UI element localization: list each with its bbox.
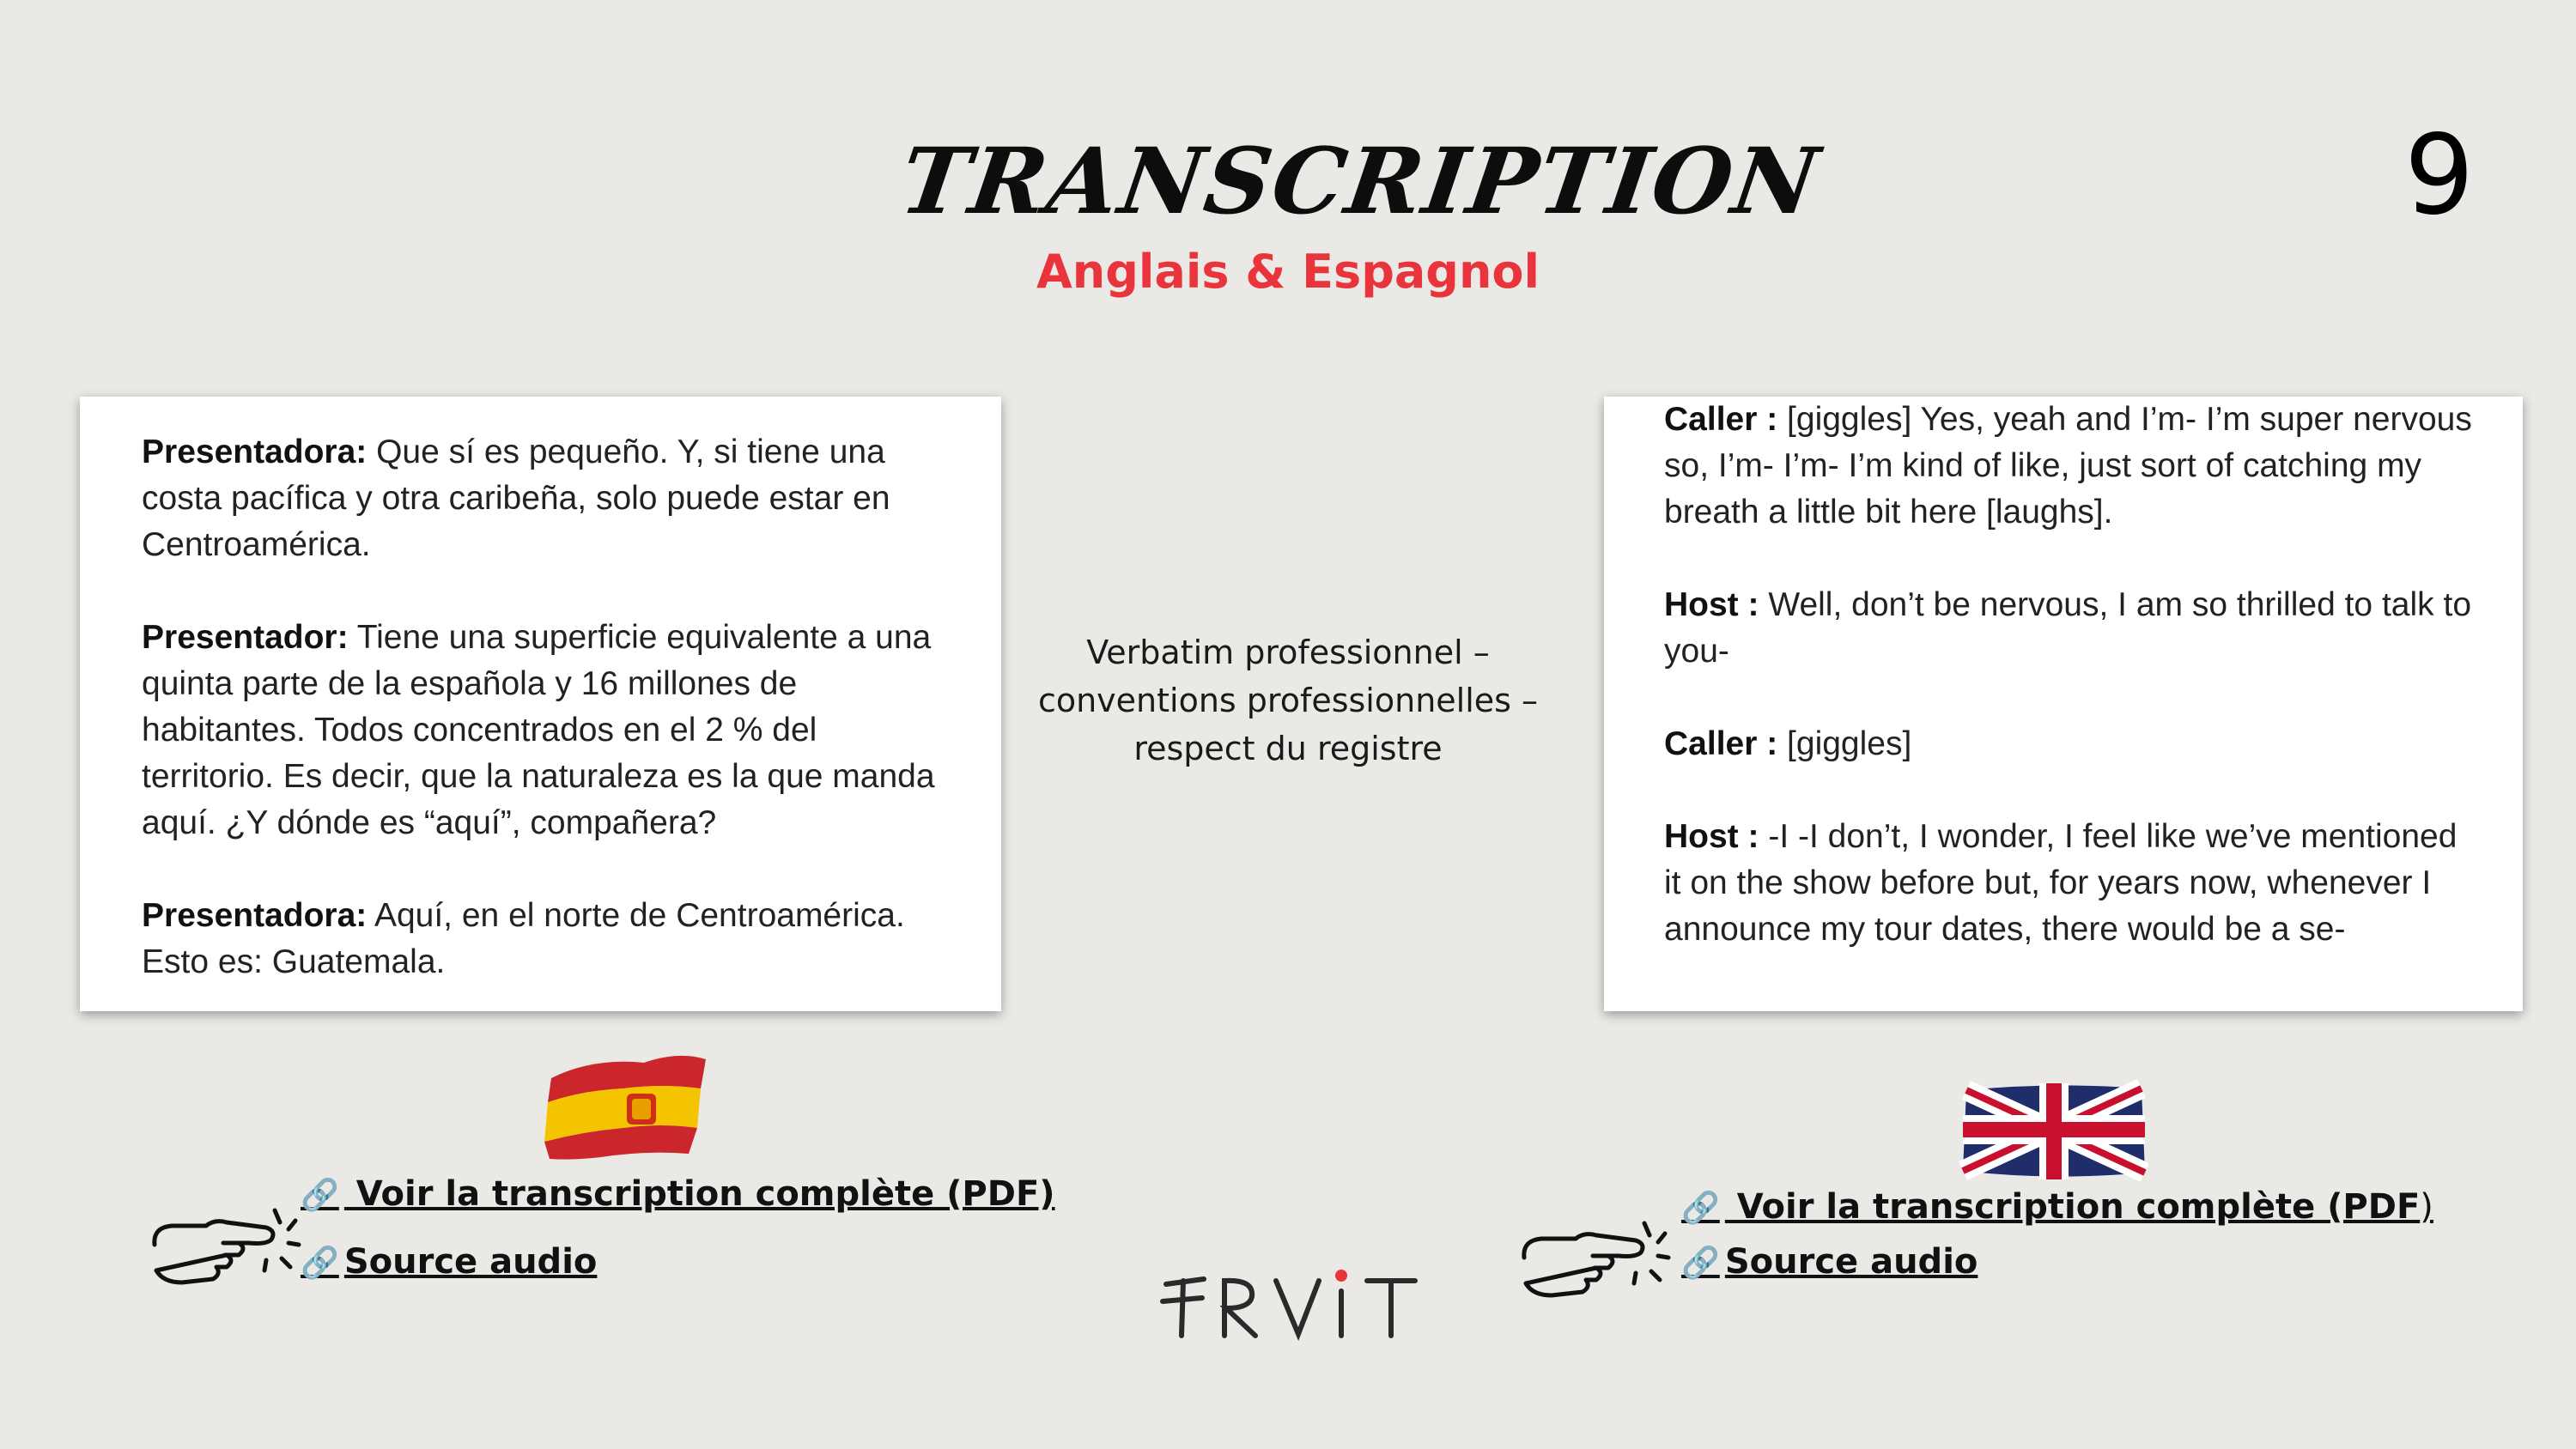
english-pdf-link[interactable]	[1681, 1187, 2433, 1227]
transcript-paragraph	[142, 615, 950, 846]
speech-text: Que sí es pequeño. Y, si tiene una costa pacífica y otra caribeña, solo puede estar en Centroamérica.	[142, 433, 890, 563]
speaker-label: Presentadora:	[142, 897, 368, 934]
spanish-pdf-link[interactable]	[301, 1174, 1055, 1214]
link-icon: 🔗	[1681, 1246, 1720, 1281]
english-audio-link-label: Source audio	[1724, 1242, 1978, 1282]
spanish-pdf-link-label: Voir la transcription complète (PDF)	[343, 1174, 1055, 1214]
transcript-paragraph	[142, 893, 950, 985]
speaker-label: Presentador:	[142, 619, 349, 656]
speaker-label: Caller :	[1664, 725, 1778, 762]
page-number: 9	[2404, 112, 2475, 239]
transcript-paragraph	[1664, 814, 2476, 953]
center-note-line: respect du registre	[1133, 730, 1443, 767]
transcript-paragraph	[1664, 582, 2476, 675]
speech-text: -I -I don’t, I wonder, I feel like we’ve mentioned it on the show before but, for years now, whenever I announce my tour dates, there would be a se-	[1664, 818, 2458, 948]
english-audio-link[interactable]	[1681, 1242, 1978, 1282]
speech-text: Tiene una superficie equivalente a una quinta parte de la española y 16 millones de habitantes. Todos concentrados en el 2 % del territorio. Es decir, que la naturaleza es la que manda aquí. ¿Y dónde es “aquí”, compañera?	[142, 619, 935, 841]
center-note	[1026, 628, 1550, 773]
center-note-line: conventions professionnelles –	[1037, 682, 1539, 719]
speech-text: Well, don’t be nervous, I am so thrilled to talk to you-	[1664, 586, 2472, 670]
transcript-paragraph	[1664, 397, 2476, 536]
spanish-transcript-card	[80, 397, 1001, 1011]
pointing-hand-icon	[137, 1193, 309, 1313]
link-icon: 🔗	[301, 1246, 339, 1281]
slide-subtitle: Anglais & Espagnol	[1036, 245, 1540, 299]
speaker-label: Caller :	[1664, 401, 1778, 438]
center-note-line: Verbatim professionnel –	[1086, 634, 1490, 671]
english-pdf-link-label: Voir la transcription complète (PDF	[1724, 1187, 2421, 1227]
frvit-logo	[1151, 1253, 1425, 1348]
speaker-label: Host :	[1664, 586, 1759, 623]
link-icon: 🔗	[301, 1178, 339, 1213]
speaker-label: Host :	[1664, 818, 1759, 855]
spain-flag-icon	[541, 1046, 708, 1164]
speaker-label: Presentadora:	[142, 433, 368, 470]
speech-text: [giggles]	[1777, 725, 1912, 762]
transcript-paragraph	[142, 429, 950, 568]
slide-title: TRANSCRIPTION	[894, 127, 1826, 234]
speech-text: [giggles] Yes, yeah and I’m- I’m super nervous so, I’m- I’m- I’m kind of like, just sort of catching my breath a little bit here [laughs].	[1664, 401, 2472, 530]
link-icon: 🔗	[1681, 1191, 1720, 1226]
english-pdf-link-suffix: )	[2420, 1187, 2433, 1227]
uk-flag-icon	[1958, 1080, 2148, 1181]
speech-text: Aquí, en el norte de Centroamérica. Esto es: Guatemala.	[142, 897, 905, 980]
transcript-paragraph	[1664, 721, 2476, 767]
spanish-audio-link-label: Source audio	[343, 1242, 598, 1282]
spanish-audio-link[interactable]	[301, 1242, 597, 1282]
pointing-hand-icon	[1507, 1206, 1679, 1326]
english-transcript-card	[1604, 397, 2523, 1011]
